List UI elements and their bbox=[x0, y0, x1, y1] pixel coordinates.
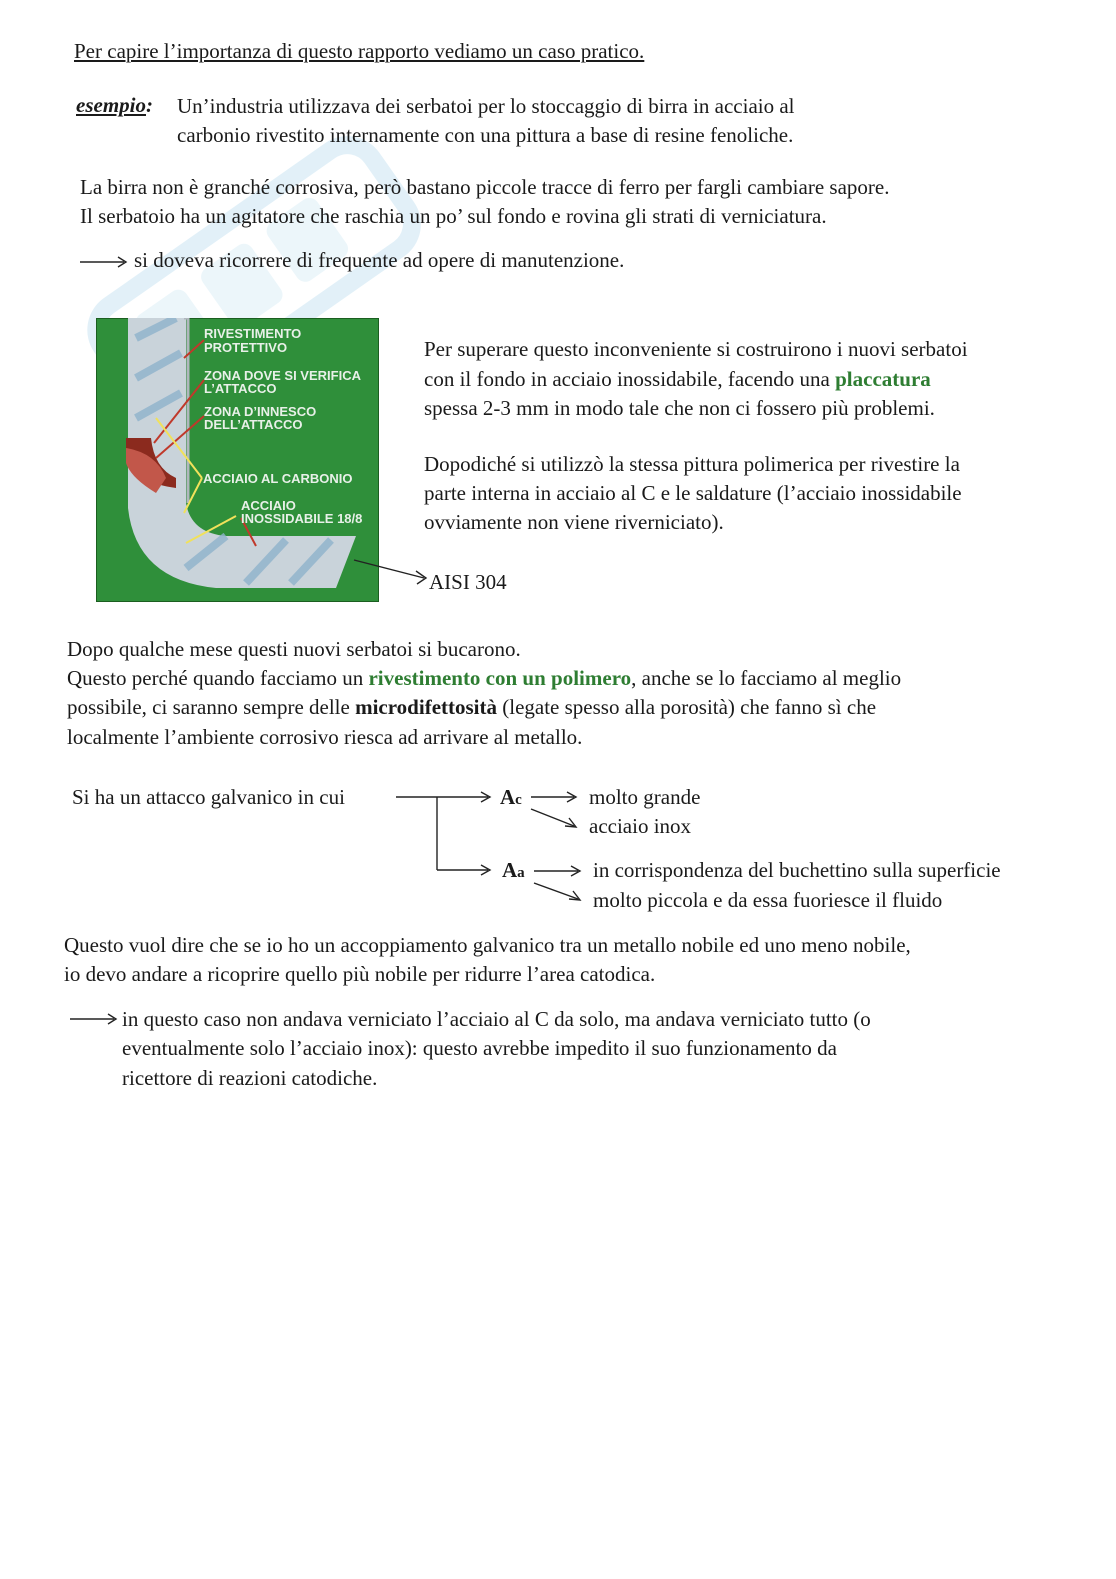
paragraph-3-line-1: Dopodiché si utilizzò la stessa pittura polimerica per rivestire la bbox=[424, 452, 960, 476]
example-line-1: Un’industria utilizzava dei serbatoi per lo stoccaggio di birra in acciaio al bbox=[177, 94, 795, 118]
conclusion-line-1: in questo caso non andava verniciato l’acciaio al C da solo, ma andava verniciato tutto (o bbox=[122, 1007, 871, 1031]
cathode-area-subscript: c bbox=[515, 792, 522, 808]
paragraph-4-line-1: Dopo qualche mese questi nuovi serbatoi si bucarono. bbox=[67, 637, 521, 661]
paragraph-4-line-3-post: (legate spesso alla porosità) che fanno sì che bbox=[497, 695, 877, 719]
right-arrow-icon bbox=[70, 1012, 120, 1026]
consequence-1 bbox=[80, 245, 624, 275]
paragraph-4-line-3-pre: possibile, ci saranno sempre delle bbox=[67, 695, 356, 719]
figure-label-initiation-zone-2: DELL’ATTACCO bbox=[204, 417, 303, 432]
paragraph-4-line-3 bbox=[67, 692, 876, 722]
cathode-area-item-1: molto grande bbox=[589, 785, 701, 809]
tank-bottom-diagram bbox=[96, 318, 379, 602]
paragraph-3-line-3: ovviamente non viene riverniciato). bbox=[424, 510, 724, 534]
paragraph-1-line-1: La birra non è granché corrosiva, però bastano piccole tracce di ferro per fargli cambiare sapore. bbox=[80, 175, 890, 199]
consequence-1-text: si doveva ricorrere di frequente ad opere di manutenzione. bbox=[134, 248, 625, 272]
figure-label-coating-1: RIVESTIMENTO bbox=[204, 326, 302, 341]
scheme-lead: Si ha un attacco galvanico in cui bbox=[72, 785, 345, 809]
keyword-polymer-coating: rivestimento con un polimero bbox=[368, 666, 632, 690]
anode-area-subscript: a bbox=[517, 865, 525, 881]
paragraph-1-line-2: Il serbatoio ha un agitatore che raschia un po’ sul fondo e rovina gli strati di verniciatura. bbox=[80, 204, 827, 228]
conclusion-line-3: ricettore di reazioni catodiche. bbox=[122, 1066, 378, 1090]
paragraph-4-line-2 bbox=[67, 663, 901, 693]
figure-label-initiation-zone-1: ZONA D’INNESCO bbox=[204, 404, 317, 419]
paragraph-3-line-2: parte interna in acciaio al C e le saldature (l’acciaio inossidabile bbox=[424, 481, 962, 505]
paragraph-4-line-4: localmente l’ambiente corrosivo riesca ad arrivare al metallo. bbox=[67, 725, 583, 749]
figure-label-stainless-2: INOSSIDABILE 18/8 bbox=[241, 511, 363, 526]
example-label bbox=[76, 90, 153, 120]
anode-area-letter: A bbox=[502, 858, 518, 882]
cathode-area-item-2: acciaio inox bbox=[589, 814, 692, 838]
figure-label-stainless-1: ACCIAIO bbox=[241, 498, 296, 513]
cathode-area-symbol bbox=[500, 782, 522, 815]
example-colon: : bbox=[145, 93, 153, 117]
keyword-placcatura: placcatura bbox=[835, 367, 931, 391]
figure-callout-label: AISI 304 bbox=[429, 570, 507, 594]
paragraph-2-line-2 bbox=[424, 364, 931, 394]
keyword-microdefects: microdifettosità bbox=[355, 695, 497, 719]
paragraph-5-line-1: Questo vuol dire che se io ho un accoppiamento galvanico tra un metallo nobile ed uno meno nobile, bbox=[64, 933, 911, 957]
intro-heading: Per capire l’importanza di questo rapporto vediamo un caso pratico. bbox=[74, 39, 645, 63]
paragraph-2-line-3: spessa 2-3 mm in modo tale che non ci fossero più problemi. bbox=[424, 396, 935, 420]
figure-label-attack-zone-1: ZONA DOVE SI VERIFICA bbox=[204, 368, 361, 383]
figure-label-attack-zone-2: L’ATTACCO bbox=[204, 381, 277, 396]
anode-area-item-1: in corrispondenza del buchettino sulla superficie bbox=[593, 858, 1001, 882]
paragraph-5-line-2: io devo andare a ricoprire quello più nobile per ridurre l’area catodica. bbox=[64, 962, 656, 986]
paragraph-4-line-2-pre: Questo perché quando facciamo un bbox=[67, 666, 369, 690]
anode-area-item-2: molto piccola e da essa fuoriesce il fluido bbox=[593, 888, 943, 912]
paragraph-4-line-2-post: , anche se lo facciamo al meglio bbox=[631, 666, 902, 690]
cathode-area-letter: A bbox=[500, 785, 516, 809]
conclusion-line-2: eventualmente solo l’acciaio inox): questo avrebbe impedito il suo funzionamento da bbox=[122, 1036, 837, 1060]
figure-label-carbon-steel: ACCIAIO AL CARBONIO bbox=[203, 471, 353, 486]
figure-label-coating-2: PROTETTIVO bbox=[204, 340, 288, 355]
anode-area-symbol bbox=[502, 855, 525, 888]
paragraph-2-line-1: Per superare questo inconveniente si costruirono i nuovi serbatoi bbox=[424, 337, 968, 361]
example-label-text: esempio bbox=[76, 93, 146, 117]
right-arrow-icon bbox=[80, 255, 130, 269]
example-line-2: carbonio rivestito internamente con una pittura a base di resine fenoliche. bbox=[177, 123, 794, 147]
paragraph-2-line-2-text: con il fondo in acciaio inossidabile, facendo una bbox=[424, 367, 836, 391]
